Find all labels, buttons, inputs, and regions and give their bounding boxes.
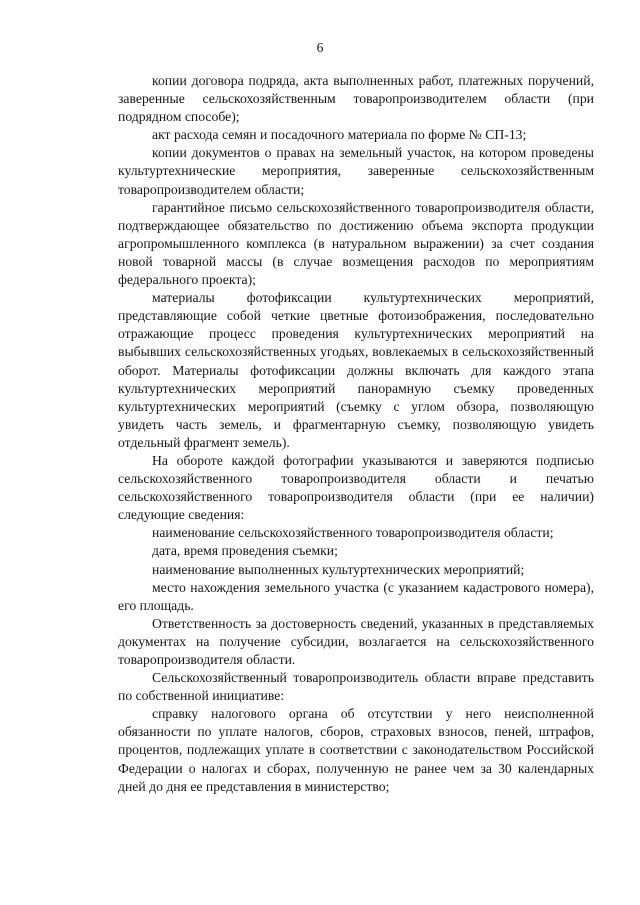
page-number: 6	[316, 40, 324, 55]
paragraph-seed-act: акт расхода семян и посадочного материала по форме № СП-13;	[152, 127, 527, 143]
paragraph-own-initiative: Сельскохозяйственный товаропроизводитель области вправе представить по собственной инициативе:	[118, 670, 594, 704]
paragraph-shooting-date: дата, время проведения съемки;	[152, 543, 338, 559]
paragraph-responsibility: Ответственность за достоверность сведений, указанных в представляемых документах на получение субсидии, возлагается на сельскохозяйственного товаропроизводителя области.	[118, 615, 594, 667]
paragraph-tax-certificate: справку налогового органа об отсутствии у него неисполненной обязанности по уплате налогов, сборов, страховых взносов, пеней, штрафов, процентов, подлежащих уплате в соответствии с законодательством Российской Федерации о налогах и сборах, полученную не ранее чем за 30 календарных дней до дня ее представления в министерство;	[118, 706, 594, 794]
paragraph-photo-materials: материалы фотофиксации культуртехнических мероприятий, представляющие собой четкие цветные фотоизображения, последовательно отражающие процесс проведения культуртехнических мероприятий на выбывших сельскохозяйственных угодьях, вовлекаемых в сельскохозяйственный оборот. Материалы фотофиксации должны включать для каждого этапа культуртехнических мероприятий панорамную съемку проведенных культуртехнических мероприятий (съемку с углом обзора, позволяющую увидеть часть земель, и фрагментарную съемку, позволяющую увидеть отдельный фрагмент земель).	[118, 290, 594, 450]
paragraph-photo-reverse: На обороте каждой фотографии указываются и заверяются подписью сельскохозяйственного товаропроизводителя области и печатью сельскохозяйственного товаропроизводителя области (при ее наличии) следующие сведения:	[118, 452, 594, 523]
document-body	[118, 72, 594, 796]
paragraph-producer-name: наименование сельскохозяйственного товаропроизводителя области;	[152, 525, 554, 541]
paragraph-measures-name: наименование выполненных культуртехнических мероприятий;	[152, 561, 525, 577]
paragraph-contract-copies: копии договора подряда, акта выполненных работ, платежных поручений, заверенные сельскохозяйственным товаропроизводителем области (при подрядном способе);	[118, 73, 594, 125]
paragraph-land-rights: копии документов о правах на земельный участок, на котором проведены культуртехнические мероприятия, заверенные сельскохозяйственным товаропроизводителем области;	[118, 145, 594, 197]
paragraph-land-location: место нахождения земельного участка (с указанием кадастрового номера), его площадь.	[118, 579, 594, 613]
paragraph-guarantee-letter: гарантийное письмо сельскохозяйственного товаропроизводителя области, подтверждающее обязательство по достижению объема экспорта продукции агропромышленного комплекса (в натуральном выражении) за счет создания новой товарной массы (в случае возмещения расходов по мероприятиям федерального проекта);	[118, 199, 594, 288]
